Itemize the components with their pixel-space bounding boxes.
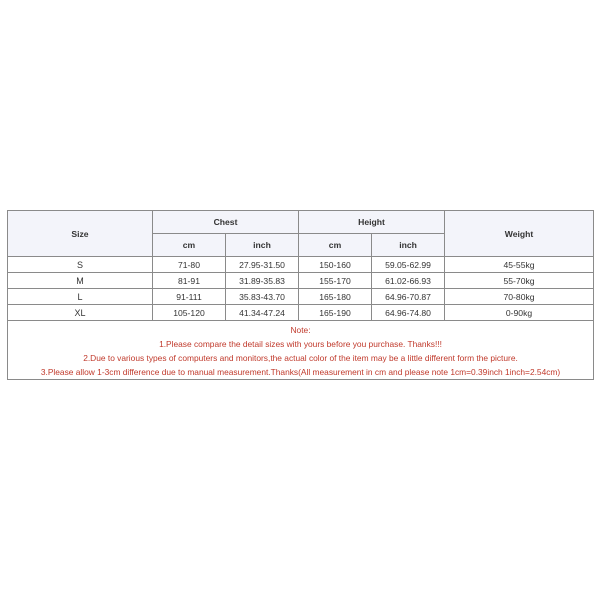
height-cm-cell: 165-180 bbox=[299, 289, 372, 305]
height-inch-cell: 64.96-74.80 bbox=[372, 305, 445, 321]
notes-row bbox=[8, 321, 594, 380]
notes-cell bbox=[8, 321, 594, 380]
weight-cell: 55-70kg bbox=[445, 273, 594, 289]
height-inch-cell: 59.05-62.99 bbox=[372, 257, 445, 273]
chest-cm-cell: 81-91 bbox=[153, 273, 226, 289]
size-cell: XL bbox=[8, 305, 153, 321]
chest-cm-header: cm bbox=[153, 234, 226, 257]
chest-cm-cell: 91-111 bbox=[153, 289, 226, 305]
height-cm-header: cm bbox=[299, 234, 372, 257]
height-inch-cell: 61.02-66.93 bbox=[372, 273, 445, 289]
size-header: Size bbox=[8, 211, 153, 257]
note-line-1: 1.Please compare the detail sizes with yours before you purchase. Thanks!!! bbox=[159, 339, 442, 349]
weight-cell: 0-90kg bbox=[445, 305, 594, 321]
table-header-row bbox=[8, 211, 594, 234]
table-row bbox=[8, 305, 594, 321]
weight-header: Weight bbox=[445, 211, 594, 257]
size-cell: S bbox=[8, 257, 153, 273]
chest-inch-cell: 35.83-43.70 bbox=[226, 289, 299, 305]
size-chart-table bbox=[7, 210, 594, 380]
height-header: Height bbox=[299, 211, 445, 234]
height-cm-cell: 165-190 bbox=[299, 305, 372, 321]
note-line-3: 3.Please allow 1-3cm difference due to manual measurement.Thanks(All measurement in cm and please note 1cm=0.39inch 1inch=2.54cm) bbox=[40, 367, 561, 377]
chest-cm-cell: 105-120 bbox=[153, 305, 226, 321]
chest-cm-cell: 71-80 bbox=[153, 257, 226, 273]
height-cm-cell: 155-170 bbox=[299, 273, 372, 289]
size-cell: M bbox=[8, 273, 153, 289]
chest-inch-header: inch bbox=[226, 234, 299, 257]
height-inch-header: inch bbox=[372, 234, 445, 257]
table-row bbox=[8, 257, 594, 273]
chest-inch-cell: 41.34-47.24 bbox=[226, 305, 299, 321]
note-line-2: 2.Due to various types of computers and monitors,the actual color of the item may be a little different form the picture. bbox=[83, 353, 518, 363]
chest-inch-cell: 31.89-35.83 bbox=[226, 273, 299, 289]
table-row bbox=[8, 289, 594, 305]
note-title: Note: bbox=[290, 325, 311, 335]
weight-cell: 45-55kg bbox=[445, 257, 594, 273]
size-cell: L bbox=[8, 289, 153, 305]
table-row bbox=[8, 273, 594, 289]
height-inch-cell: 64.96-70.87 bbox=[372, 289, 445, 305]
chest-header: Chest bbox=[153, 211, 299, 234]
height-cm-cell: 150-160 bbox=[299, 257, 372, 273]
chest-inch-cell: 27.95-31.50 bbox=[226, 257, 299, 273]
weight-cell: 70-80kg bbox=[445, 289, 594, 305]
